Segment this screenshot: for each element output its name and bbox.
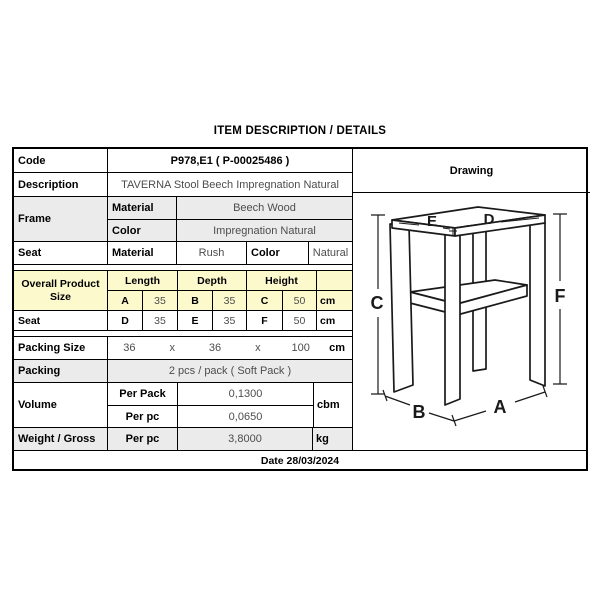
row-seat-size [14, 311, 352, 331]
packing-size-label: Packing Size [14, 337, 108, 359]
seat-material-value: Rush [177, 242, 247, 264]
row-packing [14, 360, 352, 383]
stool-drawing [353, 193, 590, 445]
weight-value: 3,8000 [178, 428, 313, 450]
spec-columns [14, 149, 353, 450]
dim-label-f: F [554, 286, 566, 306]
packing-dim3: 100 [291, 342, 310, 354]
drawing-panel [353, 149, 590, 450]
overall-size-label: Overall Product Size [14, 271, 108, 310]
packing-dim2: 36 [208, 342, 222, 354]
overall-unit: cm [320, 295, 336, 307]
row-description [14, 173, 352, 197]
depth-header: Depth [178, 271, 247, 290]
row-volume [14, 383, 352, 428]
frame-color-value: Impregnation Natural [213, 225, 316, 237]
spec-sheet-table [12, 147, 588, 471]
dim-b-value: 35 [213, 291, 247, 311]
size-subrows [108, 271, 352, 310]
date-value: Date 28/03/2024 [260, 454, 340, 467]
dim-b-key: B [178, 291, 213, 311]
per-pc-label: Per pc [108, 406, 178, 428]
seat-color-value: Natural [312, 247, 349, 259]
code-label: Code [14, 149, 108, 172]
volume-subrows [108, 383, 313, 427]
packing-value: 2 pcs / pack ( Soft Pack ) [168, 365, 292, 377]
row-packing-size [14, 337, 352, 360]
dim-label-b: B [412, 402, 426, 422]
description-value: TAVERNA Stool Beech Impregnation Natural [121, 178, 339, 191]
packing-x1: x [169, 342, 175, 354]
packing-size-value [108, 337, 352, 359]
dim-d-key: D [108, 311, 143, 330]
page-title: ITEM DESCRIPTION / DETAILS [213, 125, 387, 137]
seat-material-label: Material [108, 242, 177, 264]
seat-size-label: Seat [14, 311, 108, 330]
frame-subrows [108, 197, 352, 241]
row-code [14, 149, 352, 173]
length-header: Length [108, 271, 178, 290]
row-seat [14, 242, 352, 265]
dim-e-value: 35 [213, 311, 247, 330]
per-pack-label: Per Pack [108, 383, 178, 405]
seat-size-unit: cm [320, 314, 336, 327]
size-header-row [108, 271, 352, 291]
date-row [14, 450, 586, 470]
drawing-header: Drawing [353, 149, 590, 193]
row-overall-size [14, 271, 352, 311]
volume-unit: cbm [313, 383, 352, 427]
volume-per-pack-row [108, 383, 313, 406]
code-value: P978,E1 ( P-00025486 ) [170, 154, 290, 167]
dim-c-key: C [247, 291, 283, 311]
packing-unit: cm [329, 342, 345, 354]
dim-label-e: E [426, 213, 438, 230]
dim-a-value: 35 [143, 291, 178, 311]
empty-header-cell [317, 271, 352, 290]
table-main [14, 149, 586, 450]
frame-color-label: Color [108, 220, 177, 242]
dim-f-key: F [247, 311, 283, 330]
dim-c-value: 50 [283, 291, 317, 311]
dim-label-c: C [370, 293, 384, 313]
weight-per-pc-label: Per pc [108, 428, 178, 450]
drawing-area [353, 193, 590, 450]
overall-values-row [108, 291, 352, 311]
frame-color-row [108, 220, 352, 242]
weight-unit: kg [316, 433, 329, 445]
volume-per-pc-row [108, 406, 313, 428]
seat-color-label: Color [247, 242, 309, 264]
dim-d-value: 35 [143, 311, 178, 330]
packing-dim1: 36 [123, 342, 136, 354]
dim-a-key: A [108, 291, 143, 311]
description-label: Description [14, 173, 108, 196]
packing-label: Packing [14, 360, 108, 382]
per-pack-value: 0,1300 [228, 388, 263, 400]
height-header: Height [247, 271, 317, 290]
seat-label: Seat [14, 242, 108, 264]
dim-label-d: D [483, 211, 495, 228]
packing-x2: x [255, 342, 261, 354]
dim-f-value: 50 [283, 311, 317, 330]
frame-material-row [108, 197, 352, 220]
frame-material-value: Beech Wood [233, 202, 296, 214]
weight-label: Weight / Gross [14, 428, 108, 450]
row-weight [14, 428, 352, 450]
frame-label: Frame [14, 197, 108, 241]
row-frame [14, 197, 352, 242]
dim-e-key: E [178, 311, 213, 330]
volume-label: Volume [14, 383, 108, 427]
frame-material-label: Material [108, 197, 177, 219]
dim-label-a: A [493, 397, 507, 417]
per-pc-value: 0,0650 [228, 411, 263, 423]
